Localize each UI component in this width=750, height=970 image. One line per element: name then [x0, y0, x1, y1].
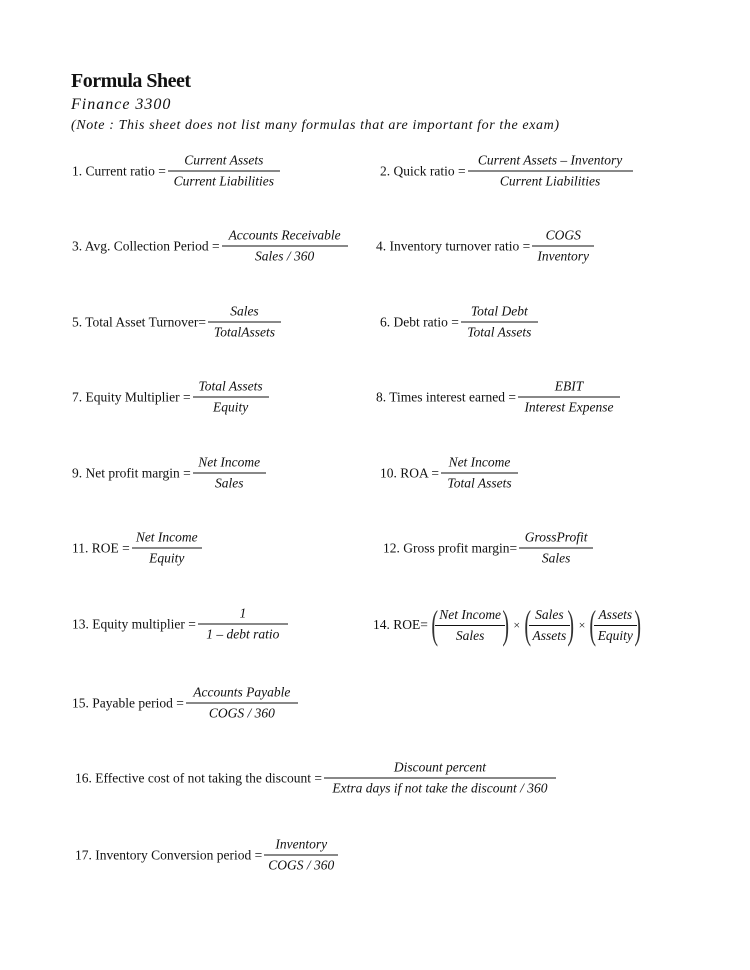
fraction — [441, 455, 518, 492]
right-paren: ) — [634, 602, 641, 647]
denominator: Inventory — [532, 246, 594, 265]
fraction — [324, 760, 556, 797]
fraction — [198, 606, 288, 643]
formula-label: 11. ROE = — [72, 540, 130, 555]
formula-label: 16. Effective cost of not taking the discount = — [75, 770, 322, 785]
fraction — [193, 455, 266, 492]
formula-label: 5. Total Asset Turnover= — [72, 314, 206, 329]
formula-label: 17. Inventory Conversion period = — [75, 847, 263, 862]
formula-16 — [75, 760, 556, 797]
formula-label: 10. ROA = — [380, 465, 439, 480]
page-title: Formula Sheet — [71, 70, 191, 92]
note: (Note : This sheet does not list many formulas that are important for the exam) — [71, 118, 560, 133]
formula-4 — [376, 228, 594, 265]
formula-1 — [72, 153, 280, 190]
denominator: Interest Expense — [518, 397, 620, 416]
times-sign: × — [578, 617, 586, 632]
right-paren: ) — [567, 602, 575, 647]
fraction — [264, 837, 338, 874]
numerator: Net Income — [448, 454, 511, 470]
formula-label: 4. Inventory turnover ratio = — [376, 238, 531, 253]
right-paren: ) — [502, 602, 510, 647]
denominator: COGS / 360 — [186, 703, 298, 722]
numerator: Sales — [230, 303, 259, 319]
formula-14 — [373, 602, 644, 647]
formula-label: 13. Equity multiplier = — [72, 616, 196, 631]
course-subtitle: Finance 3300 — [71, 96, 172, 113]
denominator: Sales — [519, 548, 593, 567]
formula-13 — [72, 606, 288, 643]
fraction — [461, 304, 538, 341]
fraction — [186, 685, 298, 722]
fraction — [222, 228, 348, 265]
fraction — [132, 530, 202, 567]
fraction — [519, 530, 593, 567]
denominator: Total Assets — [461, 322, 538, 341]
left-paren: ( — [589, 602, 597, 647]
left-paren: ( — [524, 602, 532, 647]
denominator: Equity — [193, 397, 269, 416]
formula-3 — [72, 228, 348, 265]
denominator: Equity — [594, 625, 637, 644]
numerator: Assets — [598, 606, 633, 622]
fraction — [208, 304, 281, 341]
denominator: Current Liabilities — [468, 171, 633, 190]
fraction — [468, 153, 633, 190]
numerator: GrossProfit — [524, 529, 588, 545]
formula-label: 14. ROE= — [373, 617, 428, 632]
denominator: COGS / 360 — [264, 855, 338, 874]
formula-10 — [380, 455, 518, 492]
formula-2 — [380, 153, 633, 190]
numerator: Total Assets — [198, 378, 263, 394]
fraction — [529, 607, 571, 644]
numerator: Accounts Receivable — [228, 227, 341, 243]
formula-15 — [72, 685, 298, 722]
fraction — [193, 379, 269, 416]
formula-17 — [75, 837, 338, 874]
denominator: TotalAssets — [208, 322, 281, 341]
formula-label: 15. Payable period = — [72, 695, 184, 710]
formula-9 — [72, 455, 266, 492]
numerator: Net Income — [439, 606, 502, 622]
formula-7 — [72, 379, 269, 416]
times-sign: × — [513, 617, 521, 632]
numerator: EBIT — [554, 378, 584, 394]
denominator: Extra days if not take the discount / 360 — [324, 778, 556, 797]
formula-label: 3. Avg. Collection Period = — [72, 238, 220, 253]
formula-label: 7. Equity Multiplier = — [72, 389, 191, 404]
numerator: COGS — [545, 227, 581, 243]
formula-6 — [380, 304, 538, 341]
fraction — [435, 607, 505, 644]
fraction — [518, 379, 620, 416]
formula-label: 6. Debt ratio = — [380, 314, 459, 329]
numerator: Net Income — [198, 454, 261, 470]
denominator: Sales — [435, 625, 505, 644]
denominator: Assets — [529, 625, 571, 644]
formula-label: 1. Current ratio = — [72, 163, 166, 178]
denominator: Sales — [193, 473, 266, 492]
numerator: 1 — [239, 605, 247, 621]
numerator: Inventory — [275, 836, 328, 852]
numerator: Discount percent — [393, 759, 486, 775]
left-paren: ( — [431, 602, 438, 647]
formula-label: 12. Gross profit margin= — [383, 540, 518, 555]
formula-8 — [376, 379, 620, 416]
formula-12 — [383, 530, 593, 567]
formula-label: 2. Quick ratio = — [380, 163, 466, 178]
numerator: Current Assets — [184, 152, 264, 168]
denominator: Sales / 360 — [222, 246, 348, 265]
numerator: Accounts Payable — [193, 684, 291, 700]
formula-label: 9. Net profit margin = — [72, 465, 191, 480]
numerator: Net Income — [135, 529, 198, 545]
fraction — [594, 607, 637, 644]
numerator: Total Debt — [470, 303, 528, 319]
fraction — [532, 228, 594, 265]
denominator: Equity — [132, 548, 202, 567]
numerator: Current Assets – Inventory — [477, 152, 623, 168]
denominator: 1 – debt ratio — [198, 624, 288, 643]
formula-5 — [72, 304, 281, 341]
formula-label: 8. Times interest earned = — [376, 389, 516, 404]
denominator: Total Assets — [441, 473, 518, 492]
formula-11 — [72, 530, 202, 567]
fraction — [168, 153, 280, 190]
numerator: Sales — [535, 606, 564, 622]
denominator: Current Liabilities — [168, 171, 280, 190]
